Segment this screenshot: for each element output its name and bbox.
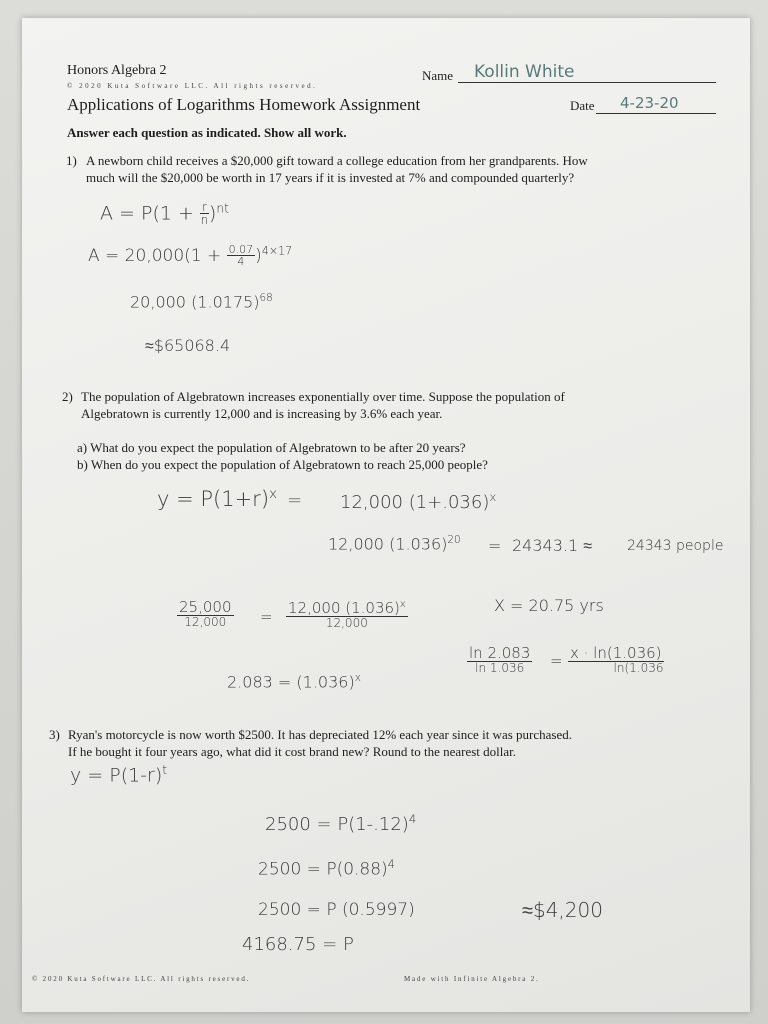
q3-line1: $2500 = P(1-.12)^4$: [265, 812, 417, 835]
q3-number: 3): [49, 727, 60, 742]
q3-line4: 4168.75 = P: [242, 934, 354, 955]
q2-text-line1: The population of Algebratown increases exponentially over time. Suppose the population of: [81, 389, 565, 404]
q2-b-equals: =: [260, 608, 273, 626]
q2-b-left: $\frac{25,000}{12,000}$: [179, 598, 232, 629]
q3-line2: $2500 = P(0.88)^4$: [258, 858, 395, 880]
q3-formula: $y = P(1-r)^t$: [70, 763, 168, 787]
q1-text-line1: A newborn child receives a $20,000 gift toward a college education from her grandparents. How: [86, 153, 588, 168]
worksheet-page: [22, 18, 750, 1012]
instructions: Answer each question as indicated. Show all work.: [67, 125, 347, 140]
q2-b-right: $\frac{12,000 (1.036)^x}{12,000}$: [288, 599, 406, 630]
date-underline: [596, 113, 716, 114]
q2-part-b: b) When do you expect the population of Algebratown to reach 25,000 people?: [77, 457, 488, 472]
q3-answer: ≈$4,200: [522, 898, 603, 922]
q2-ratio: $2.083 = (1.036)^x$: [227, 672, 361, 692]
date-label: Date: [570, 98, 595, 113]
q2-answer-b: X = 20.75 yrs: [494, 596, 604, 615]
date-handwritten: 4-23-20: [620, 94, 679, 112]
q1-text-line2: much will the $20,000 be worth in 17 years if it is invested at 7% and compounded quarterly?: [86, 170, 575, 185]
copyright-top: © 2020 Kuta Software LLC. All rights reserved.: [67, 82, 318, 90]
q1-formula: A = P(1 + $\frac{r}{n}$ )$^{nt}$: [100, 200, 229, 227]
worksheet-title: Applications of Logarithms Homework Assignment: [67, 95, 421, 114]
q2-sub2: 12,000 $(1.036)^{20}$: [328, 534, 461, 554]
q2-part-a: a) What do you expect the population of Algebratown to be after 20 years?: [77, 440, 466, 455]
footer-copyright: © 2020 Kuta Software LLC. All rights reserved.: [32, 975, 251, 983]
footer-made-with: Made with Infinite Algebra 2.: [404, 975, 540, 983]
q2-answer-a: 24343 people: [627, 538, 724, 554]
q2-ln-left: $\frac{\ln 2.083}{\ln 1.036}$: [469, 644, 531, 675]
q2-sub2-result: 24343.1 ≈: [512, 536, 593, 555]
q2-ln-equals: =: [550, 652, 563, 670]
q1-step2: 20,000 $(1.0175)^{68}$: [130, 292, 273, 312]
q1-answer: ≈$65068.4: [145, 336, 231, 355]
q2-number: 2): [62, 389, 73, 404]
q3-text-line1: Ryan's motorcycle is now worth $2500. It has depreciated 12% each year since it was purchased.: [68, 727, 572, 742]
q3-line3: 2500 = P (0.5997): [258, 900, 415, 920]
name-underline: [458, 82, 716, 83]
q2-text-line2: Algebratown is currently 12,000 and is increasing by 3.6% each year.: [81, 406, 443, 421]
q2-ln-right: $\frac{x \cdot \ln(1.036)}{\ln(1.036}$: [570, 644, 664, 675]
q2-sub2-equals: =: [488, 536, 502, 555]
q2-sub1: 12,000 $(1+.036)^x$: [340, 490, 497, 513]
q2-formula: $y = P(1+r)^x$: [157, 486, 278, 511]
q1-substitution: A = 20,000(1 + $\frac{0.07}{4}$ )$^{4\times 17}$: [88, 243, 293, 268]
course-title: Honors Algebra 2: [67, 63, 167, 78]
name-label: Name: [422, 68, 454, 83]
q2-equals: =: [287, 490, 303, 511]
q3-text-line2: If he bought it four years ago, what did it cost brand new? Round to the nearest dollar.: [68, 744, 517, 759]
q1-number: 1): [66, 153, 77, 168]
name-handwritten: Kollin White: [474, 62, 575, 82]
